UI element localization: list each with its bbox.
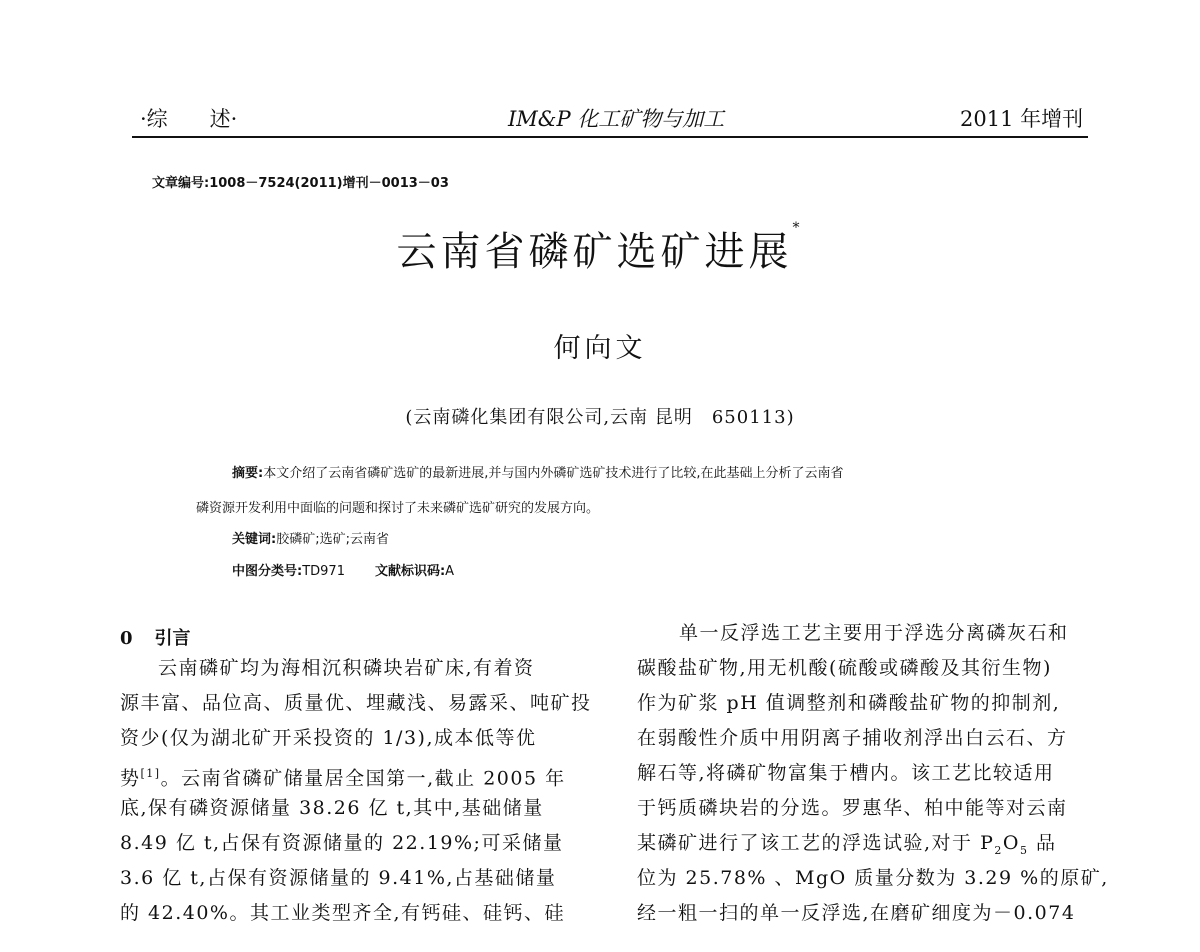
right-line-5: 解石等,将磷矿物富集于槽内。该工艺比较适用 <box>637 762 1055 784</box>
keywords-value: 胶磷矿;选矿;云南省 <box>276 532 389 547</box>
affiliation: (云南磷化集团有限公司,云南 昆明 650113) <box>405 407 795 428</box>
right-line-4: 在弱酸性介质中用阴离子捕收剂浮出白云石、方 <box>637 727 1068 749</box>
left-line-6: 8.49 亿 t,占保有资源储量的 22.19%;可采储量 <box>120 832 564 854</box>
right-line-1: 单一反浮选工艺主要用于浮选分离磷灰石和 <box>679 622 1069 644</box>
title-footnote-mark: * <box>792 220 804 236</box>
right-column <box>637 616 1109 931</box>
left-line-4 <box>120 756 592 791</box>
left-line-8: 的 42.40%。其工业类型齐全,有钙硅、硅钙、硅 <box>120 902 566 924</box>
keywords-label: 关键词: <box>232 532 277 547</box>
left-line-4-end: 。云南省磷矿储量居全国第一,截止 2005 年 <box>160 767 566 790</box>
doc-code-label: 文献标识码: <box>374 564 446 579</box>
header-rule <box>132 136 1088 138</box>
reference-mark: [1] <box>140 767 161 780</box>
right-line-7-start: 某磷矿进行了该工艺的浮选试验,对于 P <box>637 832 995 854</box>
abstract-label: 摘要: <box>232 466 264 481</box>
running-header-section: ·综 述· <box>140 107 238 131</box>
p2o5-o: O <box>1002 832 1020 854</box>
right-line-7-end: 品 <box>1028 832 1057 854</box>
article-title-text: 云南省磷矿选矿进展 <box>396 229 793 275</box>
left-line-4-start: 势 <box>120 767 141 790</box>
article-title <box>0 220 1200 277</box>
section-number: 0 <box>120 628 133 649</box>
p2o5-sub-2: 2 <box>994 843 1003 857</box>
doc-code-value: A <box>445 564 455 579</box>
section-heading <box>120 624 191 650</box>
left-line-2: 源丰富、品位高、质量优、埋藏浅、易露采、吨矿投 <box>120 692 592 714</box>
section-title: 引言 <box>154 628 191 649</box>
abstract-text-1: 本文介绍了云南省磷矿选矿的最新进展,并与国内外磷矿选矿技术进行了比较,在此基础上分析了云南省 <box>263 466 844 481</box>
right-line-6: 于钙质磷块岩的分选。罗惠华、柏中能等对云南 <box>637 797 1068 819</box>
running-header-journal: IM&P 化工矿物与加工 <box>508 107 725 131</box>
left-line-7: 3.6 亿 t,占保有资源储量的 9.41%,占基础储量 <box>120 867 557 889</box>
left-line-1: 云南磷矿均为海相沉积磷块岩矿床,有着资 <box>158 657 535 679</box>
keywords <box>232 528 389 547</box>
article-number: 文章编号:1008－7524(2011)增刊－0013－03 <box>152 176 449 191</box>
right-line-9: 经一粗一扫的单一反浮选,在磨矿细度为－0.074 <box>637 902 1076 924</box>
clc-label: 中图分类号: <box>232 564 303 579</box>
right-line-8: 位为 25.78% 、MgO 质量分数为 3.29 %的原矿, <box>637 867 1109 889</box>
abstract-line-1 <box>232 462 843 481</box>
right-line-2: 碳酸盐矿物,用无机酸(硫酸或磷酸及其衍生物) <box>637 657 1052 679</box>
left-line-3: 资少(仅为湖北矿开采投资的 1/3),成本低等优 <box>120 727 537 749</box>
left-column <box>120 651 592 931</box>
clc-value: TD971 <box>302 564 345 579</box>
right-line-7 <box>637 826 1109 861</box>
right-line-3: 作为矿浆 pH 值调整剂和磷酸盐矿物的抑制剂, <box>637 692 1061 714</box>
p2o5-sub-5: 5 <box>1019 843 1029 857</box>
author: 何向文 <box>553 333 647 364</box>
running-header-issue: 2011 年增刊 <box>960 107 1084 131</box>
abstract-line-2: 磷资源开发利用中面临的问题和探讨了未来磷矿选矿研究的发展方向。 <box>196 501 600 516</box>
left-line-5: 底,保有磷资源储量 38.26 亿 t,其中,基础储量 <box>120 797 544 819</box>
classification <box>232 560 454 579</box>
